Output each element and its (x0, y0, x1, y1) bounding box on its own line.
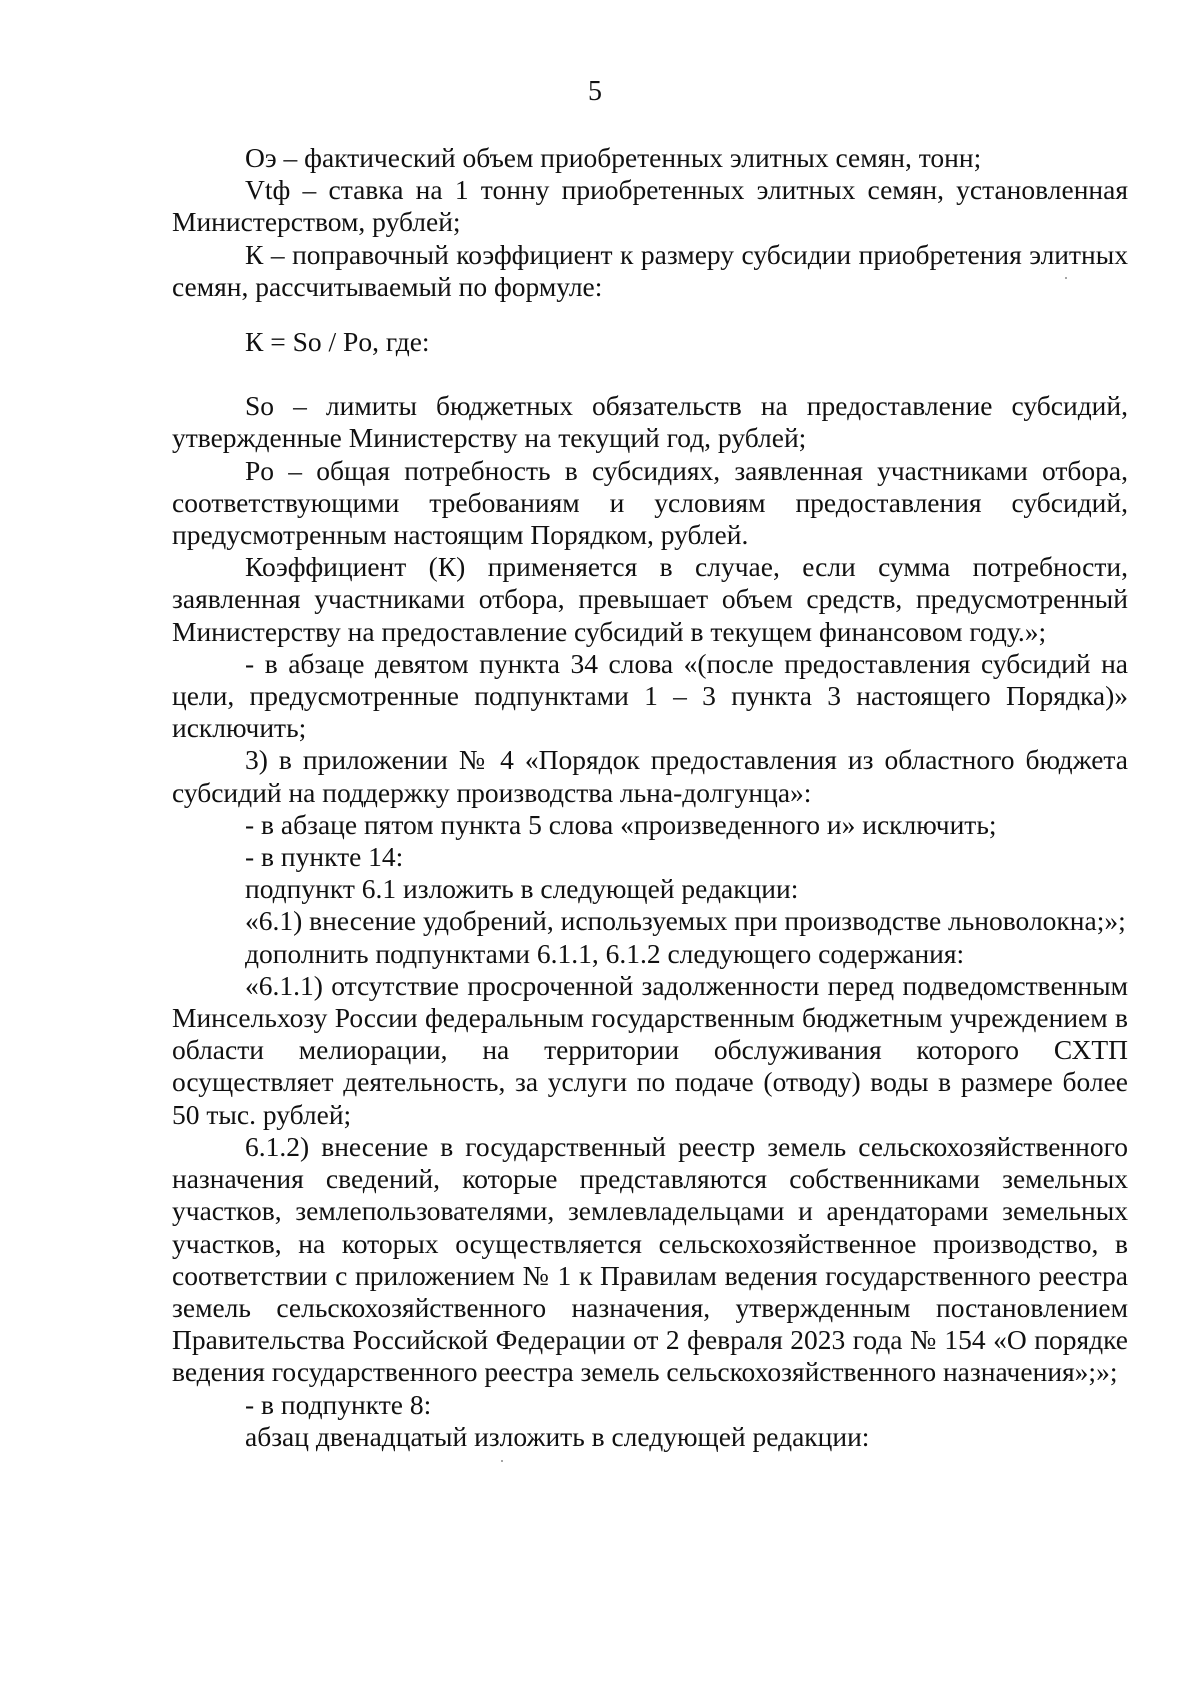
paragraph-subpoint-6-1-1: «6.1.1) отсутствие просроченной задолженности перед подведомственным Минсельхозу России федеральным государственным бюджетным учреждением в области мелиорации, на территории обслуживания которого СХТП осуществляет деятельность, за услуги по подаче (отводу) воды в размере более 50 тыс. рублей; (172, 969, 1128, 1130)
paragraph-add-subpoints: дополнить подпунктами 6.1.1, 6.1.2 следующего содержания: (245, 937, 965, 969)
formula: К = Sо / Pо, где: (245, 326, 430, 358)
paragraph-vtf-definition: Vtф – ставка на 1 тонну приобретенных элитных семян, установленная Министерством, рублей; (172, 174, 1128, 238)
paragraph-subpoint-6-1: «6.1) внесение удобрений, используемых при производстве льноволокна;»; (245, 905, 1126, 937)
paragraph-subpoint-6-1-2: 6.1.2) внесение в государственный реестр земель сельскохозяйственного назначения сведений, которые представляются собственниками земельных участков, землепользователями, землевладельцами и арендаторами земельных участков, на которых осуществляется сельскохозяйственное производство, в соответствии с приложением № 1 к Правилам ведения государственного реестра земель сельскохозяйственного назначения, утвержденным постановлением Правительства Российской Федерации от 2 февраля 2023 года № 154 «О порядке ведения государственного реестра земель сельскохозяйственного назначения»;»; (172, 1130, 1128, 1388)
paragraph-k-definition: К – поправочный коэффициент к размеру субсидии приобретения элитных семян, рассчитываемый по формуле: (172, 238, 1128, 302)
scan-speck (1065, 277, 1067, 279)
paragraph-point-5-amendment: - в абзаце пятом пункта 5 слова «произведенного и» исключить; (245, 808, 997, 840)
paragraph-coefficient-usage: Коэффициент (К) применяется в случае, если сумма потребности, заявленная участниками отбора, превышает объем средств, предусмотренный Министерству на предоставление субсидий в текущем финансовом году.»; (172, 551, 1128, 647)
paragraph-twelfth-abzac: абзац двенадцатый изложить в следующей редакции: (245, 1420, 870, 1452)
paragraph-po-definition: Pо – общая потребность в субсидиях, заявленная участниками отбора, соответствующими требованиям и условиям предоставления субсидий, предусмотренным настоящим Порядком, рублей. (172, 454, 1128, 551)
page-number: 5 (588, 76, 602, 107)
scan-speck (501, 1460, 503, 1462)
paragraph-point-14: - в пункте 14: (245, 841, 404, 873)
paragraph-appendix-4: 3) в приложении № 4 «Порядок предоставления из областного бюджета субсидий на поддержку производства льна-долгунца»: (172, 744, 1128, 808)
paragraph-so-definition: Sо – лимиты бюджетных обязательств на предоставление субсидий, утвержденные Министерству на текущий год, рублей; (172, 390, 1128, 454)
paragraph-subpoint-8: - в подпункте 8: (245, 1388, 432, 1420)
paragraph-subpoint-6-1-intro: подпункт 6.1 изложить в следующей редакции: (245, 873, 799, 905)
paragraph-oe-definition: Оэ – фактический объем приобретенных элитных семян, тонн; (245, 142, 982, 173)
paragraph-point-34-amendment: - в абзаце девятом пункта 34 слова «(после предоставления субсидий на цели, предусмотренные подпунктами 1 – 3 пункта 3 настоящего Порядка)» исключить; (172, 647, 1128, 744)
document-body (172, 142, 1128, 1453)
